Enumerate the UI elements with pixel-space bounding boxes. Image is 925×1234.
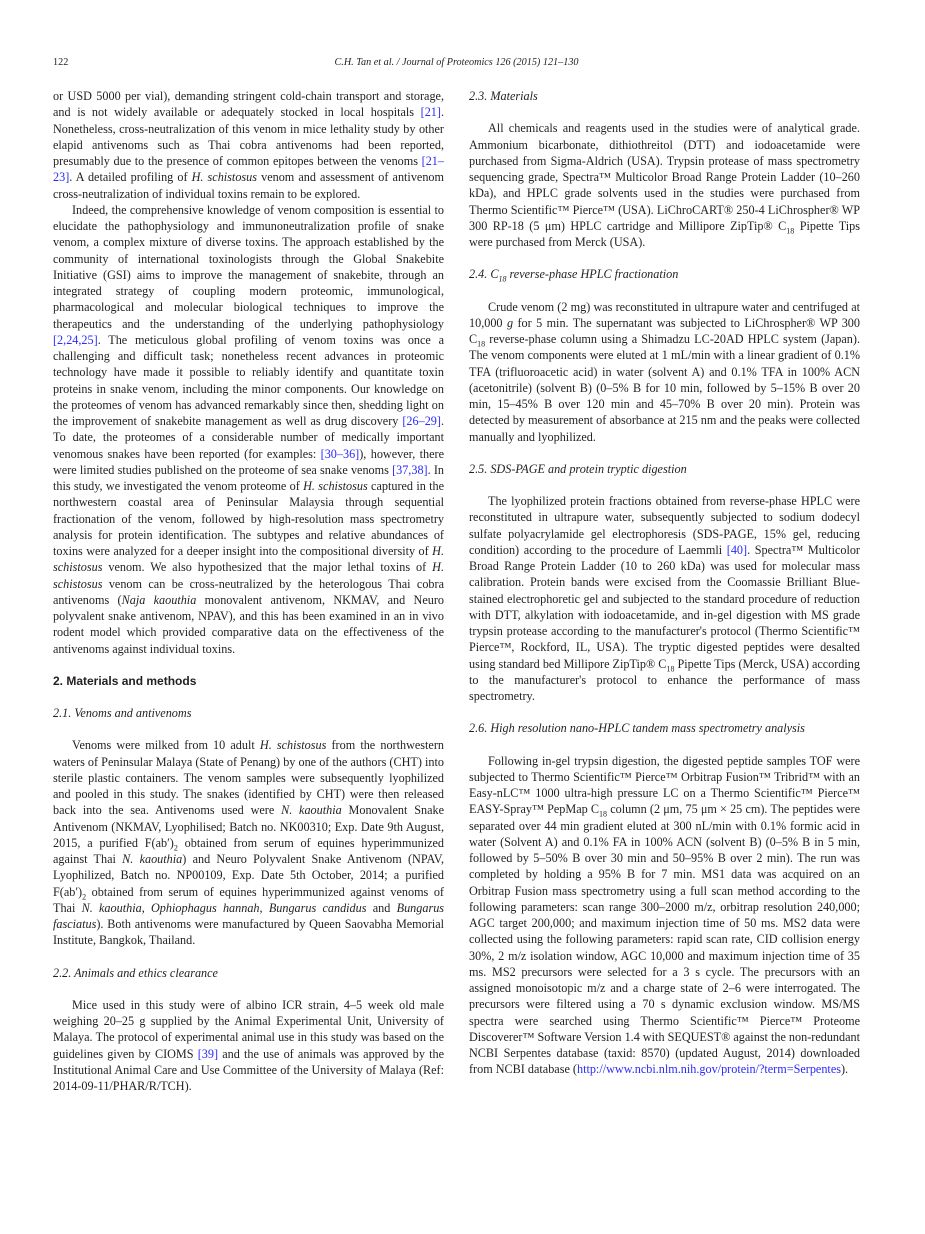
citation-link[interactable]: [21]	[420, 105, 441, 120]
text-run: reverse-phase column using a Shimadzu LC-20AD HPLC system (Japan). The venom components were eluted at 1 mL/min with a linear gradient of 0.1% TFA (trifluoroacetic acid) in water (solvent A) and 0.1% TFA in 100% ACN (acetonitrile) (solvent B) (0–5% B for 10 min, followed by 5–15% B over 20 min, 15–45% B over 120 min and 45–70% B over 20 min). Protein was detected by measurement of absorbance at 215 nm and the peaks were collected manually and lyophilized.	[469, 332, 860, 444]
subscript: 2	[173, 843, 178, 853]
left-column	[53, 88, 444, 1094]
animals-ethics-paragraph	[53, 997, 444, 1095]
venoms-antivenoms-paragraph	[53, 737, 444, 948]
text-run: Crude venom (2 mg) was reconstituted in ultrapure water and centrifuged at 10,000	[469, 299, 860, 330]
citation-link[interactable]: [21–23]	[53, 154, 444, 185]
text-run: or USD 5000 per vial), demanding stringent cold-chain transport and storage, and is not widely available or adequately stocked in local hospitals	[53, 89, 444, 120]
subscript: 18	[477, 339, 486, 349]
italic-term: Naja kaouthia	[121, 592, 197, 607]
italic-term: Bungarus candidus	[268, 900, 367, 915]
subsection-heading-hplc-fractionation	[469, 266, 860, 282]
text-run: Following in-gel trypsin digestion, the digested peptide samples TOF were subjected to Thermo Scientific™ Pierce™ Orbitrap Fusion™ Tribrid™ with an Easy-nLC™ 1000 ultra-high pressure LC on a Thermo Scientific™ Pierce™ EASY-Spray™ PepMap C	[469, 753, 860, 817]
text-run: venom and assessment of antivenom cross-neutralization of individual toxins remain to be explored.	[53, 170, 444, 201]
section-heading-materials-methods: 2. Materials and methods	[53, 673, 197, 688]
text-run: ), however, there were limited studies published on the proteome of sea snake venoms	[53, 446, 445, 477]
mass-spectrometry-paragraph	[469, 753, 860, 1078]
text-run: for 5 min. The supernatant was subjected to LiChrospher® WP 300 C	[469, 315, 860, 346]
italic-term: Bungarus fasciatus	[53, 900, 445, 931]
sds-page-paragraph	[469, 493, 860, 704]
italic-term: H. schistosus	[303, 479, 368, 493]
text-run: venom. We also hypothesized that the major lethal toxins of	[102, 560, 433, 575]
text-run: ,	[259, 900, 269, 915]
subscript: 18	[599, 809, 608, 819]
italic-term: Ophiophagus hannah	[151, 900, 260, 915]
text-run: obtained from serum of equines hyperimmunized against Thai	[53, 835, 445, 866]
text-run: and the use of animals was approved by the Institutional Animal Care and Use Committee of the University of Malaya (Ref: 2014-09-11/PHAR/R/TCH).	[53, 1046, 444, 1093]
subsection-heading-materials: 2.3. Materials	[469, 89, 538, 103]
text-run: Monovalent Snake Antivenom (NKMAV, Lyophilised; Batch no. NK00310; Exp. Date 9th August, 2015, a purified F(ab′)	[53, 803, 445, 850]
subsection-heading-sds-page: 2.5. SDS-PAGE and protein tryptic digestion	[469, 461, 687, 476]
citation-link[interactable]: [26–29]	[402, 414, 441, 428]
text-run: . A detailed profiling of	[69, 170, 192, 185]
subscript: 18	[786, 226, 795, 236]
journal-reference: C.H. Tan et al. / Journal of Proteomics 126 (2015) 121–130	[334, 57, 579, 68]
text-run: monovalent antivenom, NKMAV, and Neuro polyvalent snake antivenom, NPAV), and this has been examined in an in vivo rodent model which provided comparative data on the effectiveness of the antivenoms against individual toxins.	[53, 592, 445, 656]
materials-paragraph	[469, 120, 860, 250]
right-column	[469, 88, 860, 1078]
text-run: Mice used in this study were of albino ICR strain, 4–5 week old male weighing 20–25 g supplied by the Animal Experimental Unit, University of Malaya. The protocol of experimental animal use in this study was based on the guidelines given by CIOMS	[53, 997, 444, 1061]
intro-indeed-paragraph	[53, 202, 444, 657]
text-run: from the northwestern waters of Peninsular Malaya (State of Penang) by one of the authors (CHT) into sterile plastic containers. The venom samples were subsequently lyophilized and pooled in this study. The snakes (identified by CHT) were then released back into the sea. Antivenoms used were	[53, 738, 444, 818]
external-url-link[interactable]: http://www.ncbi.nlm.nih.gov/protein/?term=Serpentes	[576, 1062, 841, 1077]
citation-link[interactable]: [40]	[726, 542, 748, 557]
text-run: ).	[840, 1062, 849, 1077]
text-run: ). Both antivenoms were manufactured by Queen Saovabha Memorial Institute, Bangkok, Thailand.	[53, 917, 444, 948]
text-run: . Spectra™ Multicolor Broad Range Protein Ladder (10 to 260 kDa) was used for molecular mass calibration. Protein bands were excised from the Coomassie Brilliant Blue-stained electrophoretic gel and subjected to the standard procedure of reduction with DTT, alkylation with iodoacetamide, and in-gel digestion with MS grade trypsin protease according to the manufacturer's protocol (Thermo Scientific™ Pierce™, Rockford, IL, USA). The tryptic digested peptides were desalted using standard bed Millipore ZipTip® C	[469, 542, 860, 671]
text-run: venom can be cross-neutralized by the heterologous Thai cobra antivenoms (	[53, 576, 444, 607]
italic-term: H. schistosus	[259, 738, 327, 753]
citation-link[interactable]: [30–36]	[320, 446, 360, 461]
subsection-heading-animals-ethics: 2.2. Animals and ethics clearance	[53, 965, 218, 980]
text-run: . The meticulous global profiling of venom toxins was once a challenging and difficult task; nonetheless recent advances in proteomic technology have made it possible to reliably identify and quantitate toxin proteins in snake venom, including the minor components. Our knowledge on the proteomes of venom has advanced remarkably since then, shedding light on the improvement of snakebite management as well as drug discovery	[53, 332, 444, 428]
subsection-heading-mass-spectrometry: 2.6. High resolution nano-HPLC tandem mass spectrometry analysis	[469, 721, 805, 736]
text-run: 2.4. C	[469, 267, 499, 282]
italic-term: g	[506, 315, 514, 330]
italic-term: H. schistosus	[191, 170, 257, 185]
citation-link[interactable]: [37,38]	[392, 462, 428, 477]
citation-link[interactable]: [39]	[197, 1046, 219, 1061]
hplc-fractionation-paragraph	[469, 299, 860, 445]
italic-term: H. schistosus	[53, 560, 444, 591]
running-head	[53, 57, 860, 73]
text-run: The lyophilized protein fractions obtained from reverse-phase HPLC were reconstituted in ultrapure water, subsequently subjected to sodium dodecyl sulfate polyacrylamide gel electrophoresis (SDS-PAGE, 15% gel, reducing condition) according to the procedure of Laemmli	[469, 494, 860, 557]
italic-term: N. kaouthia	[281, 803, 342, 818]
citation-link[interactable]: [2,24,25]	[53, 332, 98, 347]
text-run: . To date, the proteomes of a considerable number of medically important venomous snakes have been reported (for examples:	[53, 414, 444, 461]
text-run: All chemicals and reagents used in the studies were of analytical grade. Ammonium bicarbonate, dithiothreitol (DTT) and iodoacetamide were purchased from Sigma-Aldrich (USA). Trypsin protease of mass spectrometry sequencing grade, Spectra™ Multicolor Broad Range Protein Ladder (10–260 kDa), and HPLC grade solvents used in the studies were purchased from Thermo Scientific™ Pierce™ (USA). LiChroCART® 250-4 LiChrospher® WP 300 RP-18 (5 μm) HPLC cartridge and Millipore ZipTip® C	[469, 121, 860, 233]
subsection-heading-venoms-antivenoms: 2.1. Venoms and antivenoms	[53, 706, 192, 720]
text-run: obtained from serum of equines hyperimmunized against venoms of Thai	[53, 884, 444, 915]
text-run: and	[366, 900, 397, 915]
text-run: . In this study, we investigated the venom proteome of	[53, 462, 445, 493]
text-run: Pipette Tips (Merck, USA) according to the manufacturer's protocol to enhance the performance of mass spectrometry.	[469, 656, 860, 703]
subscript: 2	[82, 891, 87, 901]
text-run: Indeed, the comprehensive knowledge of venom composition is essential to elucidate the pathophysiology and immunoneutralization profile of snake venom, a complex mixture of diverse toxins. The approach established by the community of international toxinologists through the Global Snakebite Initiative (GSI) aims to improve the management of snakebite, through an integrated strategy of coupling modern proteomic, immunological, pharmacological and molecular biological techniques to improve the therapeutics and the understanding of the underlying pathophysiology	[53, 202, 444, 331]
text-run: captured in the northwestern coastal area of Peninsular Malaysia through sequential fractionation of the venom, followed by high-resolution mass spectrometry analysis for protein identification. The subtypes and relative abundances of toxins were analyzed for a deeper insight into the compositional diversity of	[53, 479, 444, 558]
text-run: ,	[141, 900, 151, 915]
text-run: ) and Neuro Polyvalent Snake Antivenom (NPAV, Lyophilized, Batch no. NP00109, Exp. Date 5th October, 2014; a purified F(ab′)	[53, 852, 445, 899]
intro-continuation-paragraph	[53, 88, 444, 202]
subscript: 18	[498, 274, 507, 284]
italic-term: N. kaouthia	[81, 900, 142, 915]
text-run: . Nonetheless, cross-neutralization of this venom in mice lethality study by other elapid antivenoms such as Thai cobra antivenoms had been reported, presumably due to the presence of common epitopes between the venoms	[53, 105, 444, 168]
text-run: column (2 μm, 75 μm × 25 cm). The peptides were separated over 44 min gradient eluted at 300 nL/min with 0.1% formic acid in water (Solvent A) and 0.1% FA in 100% ACN (solvent B) (0–5% B in 5 min, followed by 5–50% B over 30 min and 50–95% B over 2 min). The run was completed by holding a 95% B for 7 min. MS1 data was acquired on an Orbitrap Fusion mass spectrometry using a full scan method according to the following parameters: scan range 300–2000 m/z, orbitrap resolution 240,000; AGC target 200,000; and maximum injection time of 50 ms. MS2 data were collected using the following parameters: rapid scan rate, CID collision energy 30%, 2 m/z isolation window, AGC 10,000 and maximum injection time of 35 ms. MS2 precursors were selected for a 3 s cycle. The precursors with an assigned monoisotopic m/z and a charge state of 2–6 were interrogated. The precursors were filtered using a 70 s dynamic exclusion window. MS/MS spectra were searched using Thermo Scientific™ Pierce™ Proteome Discoverer™ Software Version 1.4 with SEQUEST® against the non-redundant NCBI Serpentes database (taxid: 8570) (updated August, 2014) downloaded from NCBI database (	[469, 802, 860, 1077]
page-number: 122	[53, 57, 69, 68]
subscript: 18	[666, 663, 675, 673]
text-run: Pipette Tips were purchased from Merck (USA).	[469, 218, 860, 249]
italic-term: N. kaouthia	[122, 852, 183, 866]
text-run: Venoms were milked from 10 adult	[72, 738, 260, 753]
italic-term: H. schistosus	[53, 544, 444, 575]
text-run: reverse-phase HPLC fractionation	[506, 267, 679, 282]
